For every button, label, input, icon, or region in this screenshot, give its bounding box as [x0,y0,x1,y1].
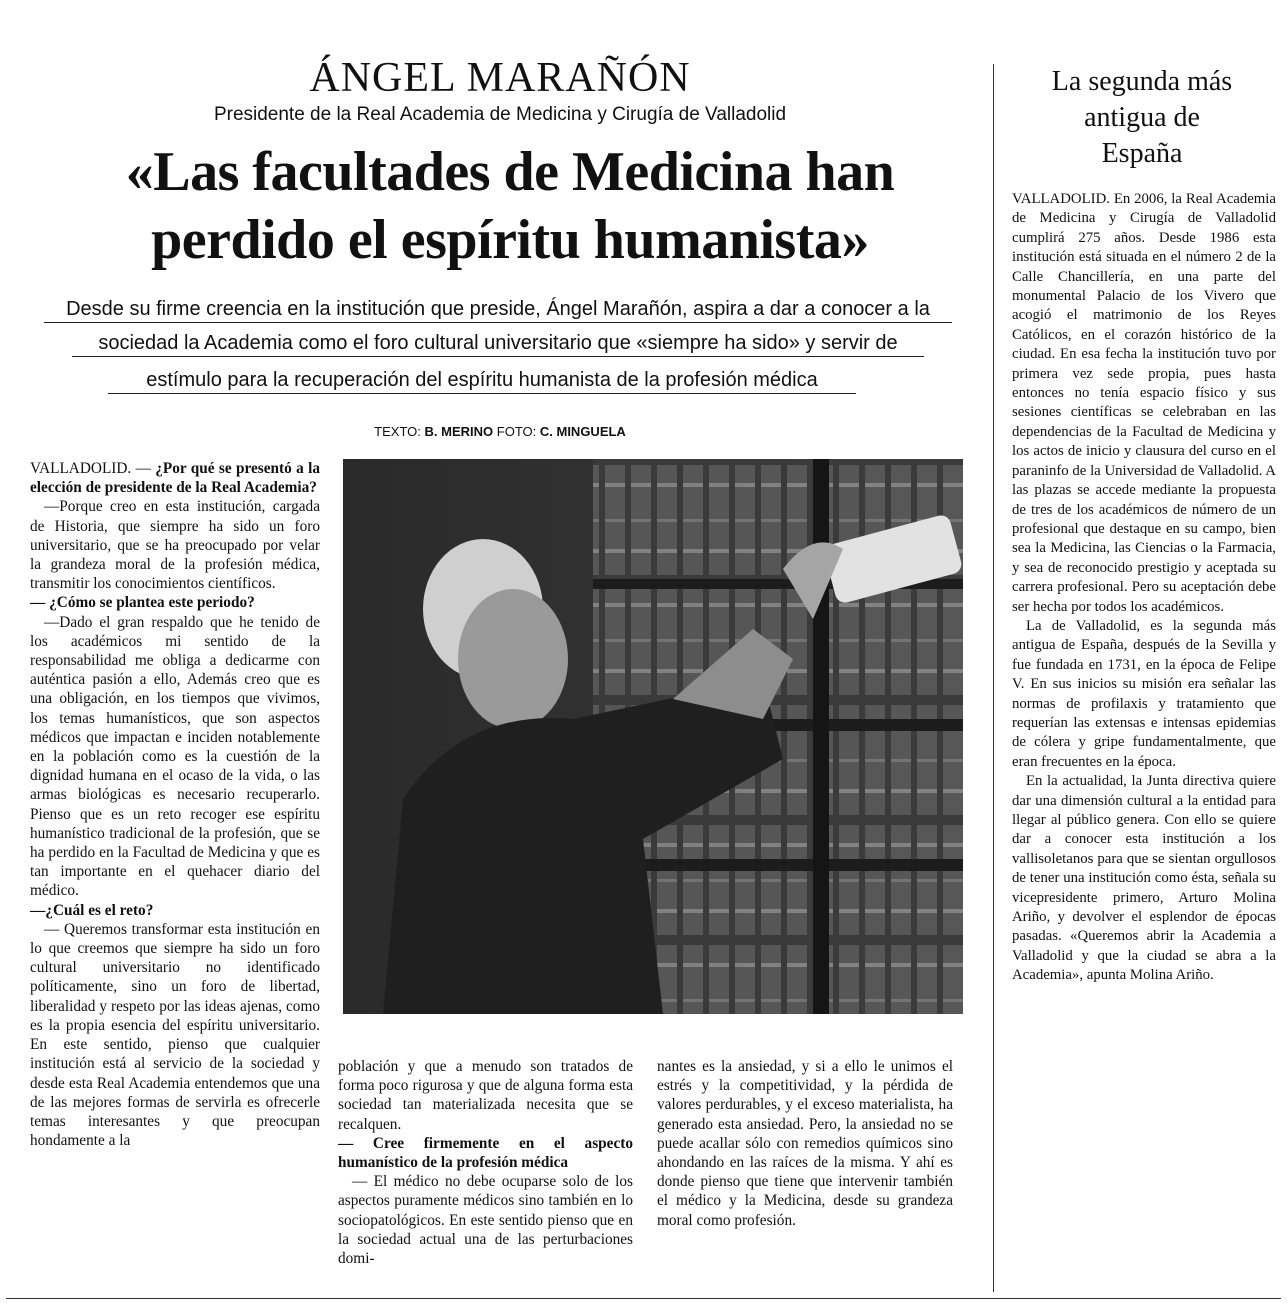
paragraph [30,459,320,497]
sidebar-body [1012,190,1276,986]
sidebar-title-line-3: España [1101,138,1183,169]
sidebar-title [1008,64,1276,172]
answer: — Queremos transformar esta institución en lo que creemos que siempre ha sido un foro cultural universitario no identificado políticamente, sino un foro de libertad, liberalidad y respeto por las ideas ajenas, como es la propia esencia del espíritu universitario. En este sentido, pienso que cualquier institución está al servicio de la sociedad y desde esta Real Academia entendemos que una de las mejores formas de servirla es ofrecerle temas interesantes y que preocupan hondamente a la [30,920,320,1150]
lead-line-1: Desde su firme creencia en la institución que preside, Ángel Marañón, aspira a dar a conocer a la [44,296,952,323]
answer: —Dado el gran respaldo que he tenido de los académicos mi sentido de la responsabilidad me obliga a dedicarme con auténtica pasión a ello, Además creo que es una obligación, en los tiempos que vivimos, los temas humanísticos, que son aspectos médicos que impactan e inciden notablemente en la población como es la cuestión de la dignidad humana en el ocaso de la vida, o las armas biológicas es necesario recuperarlo. Pienso que es un reto recoger ese espíritu humanístico tradicional de la profesión, que se ha perdido en la Facultad de Medicina y que es tan importante en el quehacer diario del médico. [30,613,320,900]
question: —¿Cuál es el reto? [30,901,154,919]
headline [60,138,960,274]
interview-column-3 [657,1057,953,1230]
question: ¿Por qué se presentó a la elección de presidente de la Real Academia? [30,460,320,497]
byline-text-label: TEXTO: [374,424,421,439]
answer: —Porque creo en esta institución, cargada de Historia, que siempre ha sido un foro universitario, que se ha preocupado por velar la grandeza moral de la profesión médica, transmitir los conocimientos científicos. [30,498,320,593]
kicker-subtitle: Presidente de la Real Academia de Medicina y Cirugía de Valladolid [213,104,787,125]
byline-photo-author: C. MINGUELA [539,424,626,439]
dateline: VALLADOLID. — [30,460,156,477]
sidebar-title-line-2: antigua de [1084,102,1200,133]
portrait-photo [343,459,963,1014]
byline-photo-label: FOTO: [496,424,537,439]
bottom-rule [6,1298,1281,1299]
answer: — El médico no debe ocuparse solo de los aspectos puramente médicos sino también en lo sociopatológicos. En este sentido pienso que en la sociedad actual una de las perturbaciones domi- [338,1173,633,1268]
headline-line-1: «Las facultades de Medicina han [125,141,895,203]
question: — Cree firmemente en el aspecto humanístico de la profesión médica [338,1134,633,1172]
sidebar-title-line-1: La segunda más [1051,66,1233,97]
byline-text-author: B. MERINO [424,424,494,439]
column-divider [993,64,994,1292]
answer: población y que a menudo son tratados de forma poco rigurosa y que de alguna forma esta sociedad tan materializada necesita que se recalquen. [338,1058,633,1133]
lead-line-2: sociedad la Academia como el foro cultural universitario que «siempre ha sido» y servir de [72,330,924,357]
lead-line-3: estímulo para la recuperación del espíritu humanista de la profesión médica [108,367,856,394]
question: — ¿Cómo se plantea este periodo? [30,594,255,612]
byline [300,424,700,439]
interview-column-1 [30,459,320,1150]
sidebar-paragraph: VALLADOLID. En 2006, la Real Academia de Medicina y Cirugía de Valladolid cumplirá 275 años. Desde 1986 esta institución está situada en el número 2 de la Calle Chancillería, en una parte del monumental Palacio de los Vivero que acogió el matrimonio de los Reyes Católicos, en el corazón histórico de la ciudad. En esa fecha la institución tuvo por primera vez sede propia, pues hasta entonces no tenía espacio físico y sus sesiones científicas se celebraban en las dependencias de la Facultad de Medicina y los actos de inicio y clausura del curso en el paraninfo de la Universidad de Valladolid. A las plazas se accede mediante la propuesta de tres de los académicos de número de un profesional que destaque en su campo, bien sea la Medicina, las Ciencias o la Farmacia, y sea de reconocido prestigio y aceptada su carrera profesional. Pero su aceptación debe ser hecha por todos los académicos. [1012,191,1276,615]
kicker-name: ÁNGEL MARAÑÓN [309,55,691,101]
answer: nantes es la ansiedad, y si a ello le unimos el estrés y la competitividad, y la pérdida de valores perdurables, y el exceso materialista, ha generado esta ansiedad. Pero, la ansiedad no se puede acallar sólo con remedios químicos sino ahondando en las raíces de la misma. Y ahí es donde pienso que tiene que intervenir también el médico y la Medicina, desde su grandeza moral como profesión. [657,1058,953,1229]
portrait-photo-image [343,459,963,1014]
headline-line-2: perdido el espíritu humanista» [151,209,869,271]
sidebar-paragraph: En la actualidad, la Junta directiva quiere dar una dimensión cultural a la entidad para llegar al público genera. Con ello se quiere dar a conocer esta institución a los vallisoletanos para que se sientan orgullosos de tener una institución como ésta, señala su vicepresidente primero, Arturo Molina Ariño, y devolver el esplendor de épocas pasadas. «Queremos abrir la Academia a Valladolid y que la ciudad se abra a la Academia», apunta Molina Ariño. [1012,773,1276,984]
interview-column-2 [338,1057,633,1268]
sidebar-paragraph: La de Valladolid, es la segunda más antigua de España, después de la Sevilla y fue fundada en 1731, en la época de Felipe V. En sus inicios su misión era señalar las normas de profilaxis y tratamiento que requerían las extensas e intensas epidemias de cólera y gripe fundamentalmente, que eran frecuentes en la época. [1012,617,1276,770]
